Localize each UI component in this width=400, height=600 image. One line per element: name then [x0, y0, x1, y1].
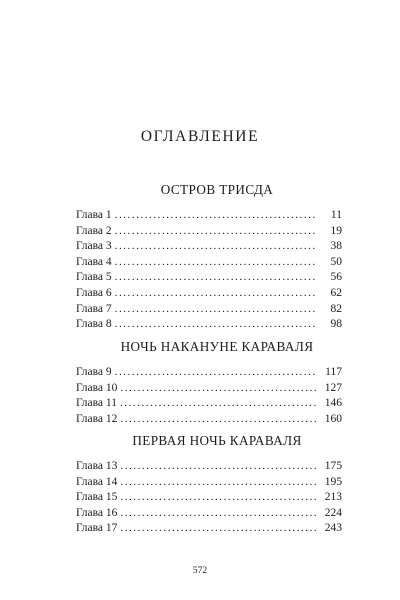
- chapter-page: 224: [324, 506, 342, 519]
- chapter-page: 146: [324, 397, 342, 410]
- toc-entry: [76, 381, 342, 397]
- toc-entry: [76, 286, 342, 302]
- chapter-label: Глава 7: [76, 302, 112, 315]
- dot-leader: [120, 412, 316, 428]
- chapter-page: 11: [330, 209, 342, 221]
- chapter-page: 175: [324, 460, 342, 472]
- chapter-label: Глава 13: [76, 460, 118, 472]
- toc-entry: [76, 475, 342, 491]
- dot-leader: [115, 286, 316, 302]
- chapter-label: Глава 2: [76, 224, 112, 237]
- toc-entry: [76, 506, 342, 522]
- chapter-label: Глава 5: [76, 271, 112, 284]
- chapter-label: Глава 1: [76, 209, 112, 221]
- chapter-page: 98: [330, 318, 342, 331]
- chapter-label: Глава 17: [76, 522, 118, 535]
- chapter-page: 56: [330, 271, 342, 284]
- dot-leader: [115, 208, 316, 224]
- dot-leader: [120, 490, 316, 506]
- toc-entry: [76, 302, 342, 318]
- chapter-page: 50: [330, 255, 342, 268]
- section-entries: [76, 365, 342, 427]
- chapter-page: 195: [324, 475, 342, 488]
- toc-section-1: [76, 182, 342, 333]
- dot-leader: [115, 270, 316, 286]
- chapter-label: Глава 4: [76, 255, 112, 268]
- toc-entry: [76, 490, 342, 506]
- dot-leader: [120, 506, 316, 522]
- chapter-label: Глава 10: [76, 381, 118, 394]
- toc-entry: [76, 270, 342, 286]
- dot-leader: [115, 317, 316, 333]
- toc-entry: [76, 521, 342, 537]
- chapter-page: 19: [330, 224, 342, 237]
- toc-entry: [76, 396, 342, 412]
- chapter-label: Глава 14: [76, 475, 118, 488]
- toc-entry: [76, 224, 342, 240]
- toc-entry: [76, 208, 342, 224]
- dot-leader: [120, 381, 316, 397]
- chapter-page: 243: [324, 522, 342, 535]
- section-entries: [76, 208, 342, 333]
- chapter-page: 38: [330, 240, 342, 253]
- chapter-label: Глава 6: [76, 286, 112, 299]
- section-entries: [76, 459, 342, 537]
- toc-section-2: [76, 339, 342, 427]
- toc-entry: [76, 317, 342, 333]
- chapter-label: Глава 16: [76, 506, 118, 519]
- toc-section-3: [76, 433, 342, 537]
- dot-leader: [120, 521, 316, 537]
- dot-leader: [115, 239, 316, 255]
- dot-leader: [120, 396, 316, 412]
- chapter-page: 127: [324, 381, 342, 394]
- chapter-label: Глава 12: [76, 412, 118, 425]
- section-title: ПЕРВАЯ НОЧЬ КАРАВАЛЯ: [132, 433, 302, 448]
- toc-entry: [76, 459, 342, 475]
- chapter-label: Глава 15: [76, 491, 118, 504]
- toc-entry: [76, 412, 342, 428]
- chapter-page: 213: [324, 491, 342, 504]
- section-title: ОСТРОВ ТРИСДА: [160, 182, 274, 197]
- chapter-page: 117: [325, 366, 342, 378]
- section-title: НОЧЬ НАКАНУНЕ КАРАВАЛЯ: [120, 339, 314, 354]
- chapter-label: Глава 3: [76, 240, 112, 253]
- chapter-label: Глава 11: [76, 397, 117, 410]
- page-number: 572: [192, 566, 208, 576]
- chapter-label: Глава 9: [76, 366, 112, 378]
- toc-entry: [76, 365, 342, 381]
- dot-leader: [120, 459, 316, 475]
- chapter-label: Глава 8: [76, 318, 112, 331]
- toc-entry: [76, 255, 342, 271]
- dot-leader: [115, 255, 316, 271]
- chapter-page: 82: [330, 302, 342, 315]
- dot-leader: [115, 365, 316, 381]
- toc-entry: [76, 239, 342, 255]
- page-title: ОГЛАВЛЕНИЕ: [140, 128, 260, 145]
- dot-leader: [115, 302, 316, 318]
- chapter-page: 160: [324, 412, 342, 425]
- chapter-page: 62: [330, 286, 342, 299]
- dot-leader: [115, 224, 316, 240]
- dot-leader: [120, 475, 316, 491]
